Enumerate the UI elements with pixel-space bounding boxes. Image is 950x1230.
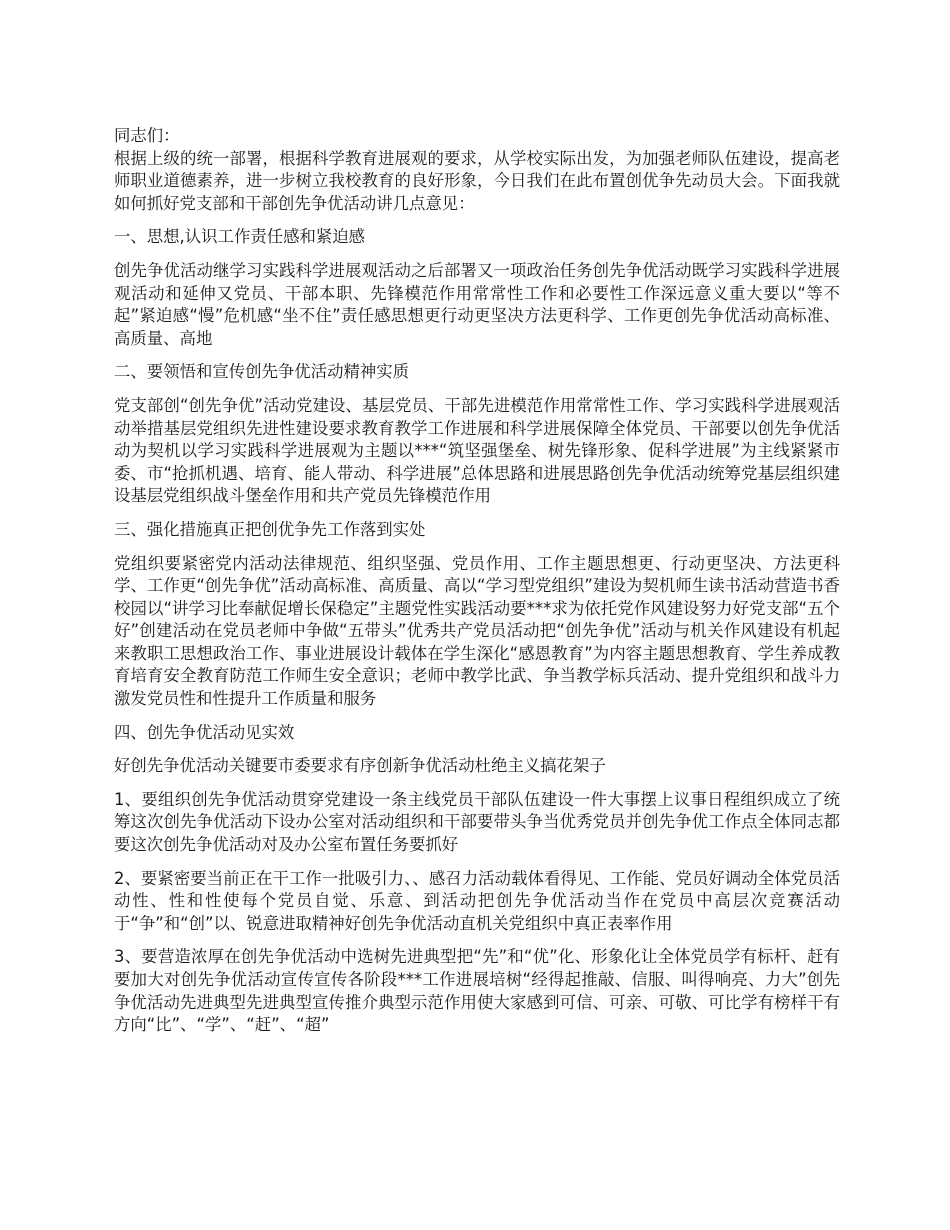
section-body-2: 党支部创“创先争优”活动党建设、基层党员、干部先进模范作用常常性工作、学习实践科学进展观活动举措基层党组织先进性建设要求教育教学工作进展和科学进展保障全体党员、干部要以创先争优活动为契机以学习实践科学进展观为主题以***“筑坚强堡垒、树先锋形象、促科学进展”为主线紧紧市委、市“抢抓机遇、培育、能人带动、科学进展”总体思路和进展思路创先争优活动统筹党基层组织建设基层党组织战斗堡垒作用和共产党员先锋模范作用	[114, 395, 840, 506]
item-3: 3、要营造浓厚在创先争优活动中选树先进典型把“先”和“优”化、形象化让全体党员学有标杆、赶有要加大对创先争优活动宣传宣传各阶段***工作进展培树“经得起推敲、信服、叫得响亮、力大”创先争优活动先进典型先进典型宣传推介典型示范作用使大家感到可信、可亲、可敬、可比学有榜样干有方向“比”、“学”、“赶”、“超”	[114, 947, 840, 1035]
item-1: 1、要组织创先争优活动贯穿党建设一条主线党员干部队伍建设一件大事摆上议事日程组织成立了统筹这次创先争优活动下设办公室对活动组织和干部要带头争当优秀党员并创先争优工作点全体同志都要这次创先争优活动对及办公室布置任务要抓好	[114, 789, 840, 855]
section-body-4: 好创先争优活动关键要市委要求有序创新争优活动杜绝主义搞花架子	[114, 756, 606, 776]
document-body	[114, 125, 840, 1037]
greeting: 同志们：	[114, 126, 180, 145]
section-body-3: 党组织要紧密党内活动法律规范、组织坚强、党员作用、工作主题思想更、行动更坚决、方法更科学、工作更“创先争优”活动高标准、高质量、高以“学习型党组织”建设为契机师生读书活动营造书香校园以“讲学习比奉献促增长保稳定”主题党性实践活动要***求为依托党作风建设努力好党支部“五个好”创建活动在党员老师中争做“五带头”优秀共产党员活动把“创先争优”活动与机关作风建设有机起来教职工思想政治工作、事业进展设计载体在学生深化“感恩教育”为内容主题思想教育、学生养成教育培育安全教育防范工作师生安全意识；老师中教学比武、争当教学标兵活动、提升党组织和战斗力激发党员性和性提升工作质量和服务	[114, 553, 840, 709]
section-heading-1: 一、思想,认识工作责任感和紧迫感	[114, 227, 366, 247]
section-heading-3: 三、强化措施真正把创优争先工作落到实处	[114, 519, 426, 539]
section-heading-2: 二、要领悟和宣传创先争优活动精神实质	[114, 362, 410, 382]
item-2: 2、要紧密要当前正在干工作一批吸引力、、感召力活动载体看得见、工作能、党员好调动全体党员活动性、性和性使每个党员自觉、乐意、到活动把创先争优活动当作在党员中高层次竞赛活动于“争”和“创”以、锐意进取精神好创先争优活动直机关党组织中真正表率作用	[114, 868, 840, 933]
intro-paragraph: 根据上级的统一部署，根据科学教育进展观的要求，从学校实际出发，为加强老师队伍建设，提高老师职业道德素养，进一步树立我校教育的良好形象，今日我们在此布置创优争先动员大会。下面我就如何抓好党支部和干部创先争优活动讲几点意见：	[114, 148, 840, 213]
section-body-1: 创先争优活动继学习实践科学进展观活动之后部署又一项政治任务创先争优活动既学习实践科学进展观活动和延伸又党员、干部本职、先锋模范作用常常性工作和必要性工作深远意义重大要以“等不起”紧迫感“慢”危机感“坐不住”责任感思想更行动更坚决方法更科学、工作更创先争优活动高标准、高质量、高地	[114, 260, 840, 348]
section-heading-4: 四、创先争优活动见实效	[114, 722, 295, 742]
